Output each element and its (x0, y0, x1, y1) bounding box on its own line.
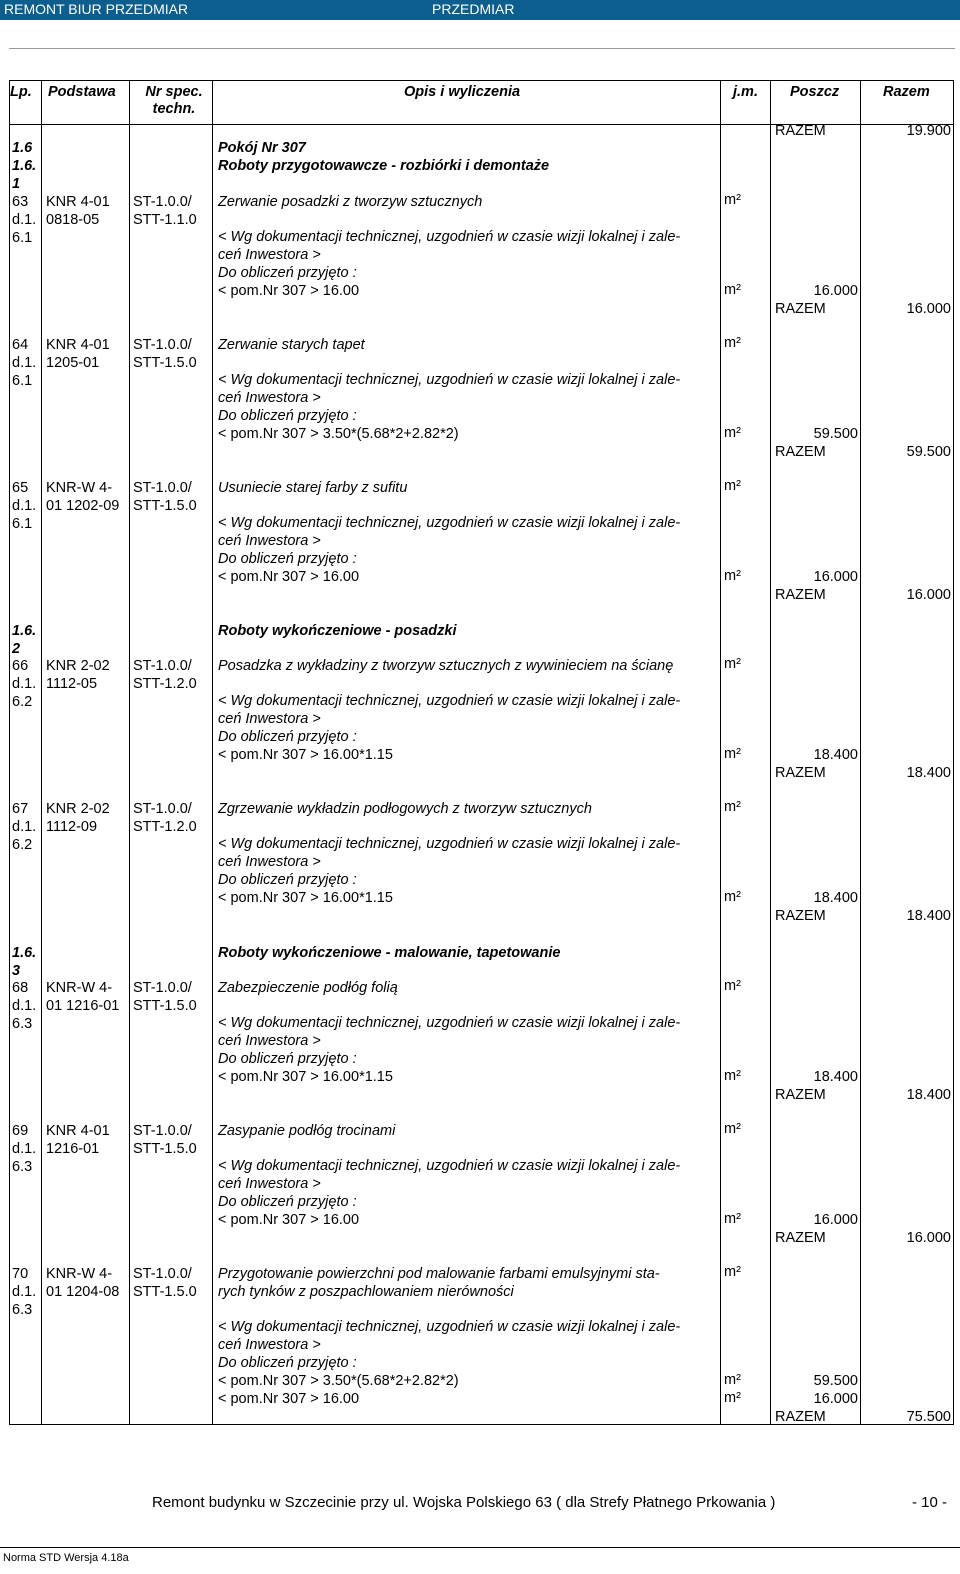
item-reference: ceń Inwestora > (218, 1033, 321, 1049)
header-center-title: PRZEDMIAR (432, 1, 515, 17)
item-podstawa: KNR 2-02 1112-09 (46, 801, 110, 835)
col-divider (41, 80, 42, 1425)
section-lp: 1.6. 2 (12, 623, 37, 657)
col-lp: Lp. (10, 84, 32, 100)
document-header-bar (0, 0, 960, 20)
item-calc-line: < pom.Nr 307 > 16.00 (218, 1212, 360, 1228)
item-description: Zgrzewanie wykładzin podłogowych z tworzyw sztucznych (218, 801, 592, 817)
item-podstawa: KNR 2-02 1112-05 (46, 658, 110, 692)
item-razem-value: 18.400 (906, 1087, 951, 1103)
item-razem-value: 18.400 (906, 765, 951, 781)
item-razem-value: 75.500 (906, 1409, 951, 1425)
item-lp: 70 d.1. 6.3 (12, 1266, 37, 1318)
item-calc-unit: m² (724, 1211, 741, 1227)
item-reference: ceń Inwestora > (218, 1176, 321, 1192)
item-unit: m² (724, 478, 741, 494)
item-podstawa: KNR-W 4- 01 1204-08 (46, 1266, 120, 1300)
item-reference: ceń Inwestora > (218, 247, 321, 263)
item-reference: < Wg dokumentacji technicznej, uzgodnień w czasie wizji lokalnej i zale- (218, 372, 681, 388)
col-divider (860, 80, 861, 1425)
item-calc-unit: m² (724, 889, 741, 905)
item-razem-value: 16.000 (906, 587, 951, 603)
item-razem-label: RAZEM (775, 444, 826, 460)
item-spec: ST-1.0.0/ STT-1.5.0 (133, 480, 197, 514)
item-poszcz: 18.400 (813, 1069, 858, 1085)
item-reference: ceń Inwestora > (218, 854, 321, 870)
item-razem-value: 16.000 (906, 301, 951, 317)
item-calc-line: < pom.Nr 307 > 16.00*1.15 (218, 890, 393, 906)
col-divider (212, 80, 213, 1425)
item-razem-label: RAZEM (775, 908, 826, 924)
item-razem-label: RAZEM (775, 587, 826, 603)
section-title: Roboty wykończeniowe - malowanie, tapetowanie (218, 945, 561, 961)
item-lp: 65 d.1. 6.1 (12, 480, 37, 532)
item-podstawa: KNR 4-01 1205-01 (46, 337, 110, 371)
item-calc-label: Do obliczeń przyjęto : (218, 265, 357, 281)
item-razem-label: RAZEM (775, 1230, 826, 1246)
item-calc-label: Do obliczeń przyjęto : (218, 551, 357, 567)
item-razem-value: 59.500 (906, 444, 951, 460)
item-podstawa: KNR 4-01 1216-01 (46, 1123, 110, 1157)
item-lp: 66 d.1. 6.2 (12, 658, 37, 710)
item-razem-label: RAZEM (775, 301, 826, 317)
item-reference: ceń Inwestora > (218, 390, 321, 406)
page-number: - 10 - (912, 1494, 948, 1511)
item-spec: ST-1.0.0/ STT-1.5.0 (133, 337, 197, 371)
item-calc-unit: m² (724, 1068, 741, 1084)
item-spec: ST-1.0.0/ STT-1.2.0 (133, 801, 197, 835)
col-razem: Razem (883, 84, 930, 100)
section-title: Roboty wykończeniowe - posadzki (218, 623, 457, 639)
item-description: Przygotowanie powierzchni pod malowanie farbami emulsyjnymi sta- rych tynków z poszpachlowaniem nierówności (218, 1266, 660, 1300)
item-reference: < Wg dokumentacji technicznej, uzgodnień w czasie wizji lokalnej i zale- (218, 1158, 681, 1174)
section-title: Pokój Nr 307 (218, 140, 306, 156)
item-calc-line: < pom.Nr 307 > 3.50*(5.68*2+2.82*2) (218, 426, 459, 442)
item-unit: m² (724, 656, 741, 672)
item-reference: ceń Inwestora > (218, 1337, 321, 1353)
footer-text: Remont budynku w Szczecinie przy ul. Wojska Polskiego 63 ( dla Strefy Płatnego Prkowania ) (152, 1494, 776, 1511)
col-divider (129, 80, 130, 1425)
item-unit: m² (724, 799, 741, 815)
item-reference: ceń Inwestora > (218, 533, 321, 549)
item-lp: 69 d.1. 6.3 (12, 1123, 37, 1175)
item-calc-line: < pom.Nr 307 > 16.00 (218, 283, 360, 299)
item-calc-line: < pom.Nr 307 > 16.00*1.15 (218, 1069, 393, 1085)
item-lp: 68 d.1. 6.3 (12, 980, 37, 1032)
section-title: Roboty przygotowawcze - rozbiórki i demontaże (218, 158, 550, 174)
item-calc-line: < pom.Nr 307 > 16.00 (218, 569, 360, 585)
col-divider (953, 80, 954, 1425)
item-spec: ST-1.0.0/ STT-1.1.0 (133, 194, 197, 228)
item-podstawa: KNR-W 4- 01 1216-01 (46, 980, 120, 1014)
col-poszcz: Poszcz (790, 84, 840, 100)
col-jm: j.m. (733, 84, 758, 100)
item-description: Zasypanie podłóg trocinami (218, 1123, 396, 1139)
item-reference: < Wg dokumentacji technicznej, uzgodnień w czasie wizji lokalnej i zale- (218, 1015, 681, 1031)
item-lp: 67 d.1. 6.2 (12, 801, 37, 853)
item-calc-label: Do obliczeń przyjęto : (218, 872, 357, 888)
item-razem-label: RAZEM (775, 765, 826, 781)
item-calc-unit: m² (724, 425, 741, 441)
item-reference: < Wg dokumentacji technicznej, uzgodnień w czasie wizji lokalnej i zale- (218, 1319, 681, 1335)
item-description: Usuniecie starej farby z sufitu (218, 480, 408, 496)
item-podstawa: KNR 4-01 0818-05 (46, 194, 110, 228)
col-podstawa: Podstawa (48, 84, 116, 100)
item-description: Zerwanie posadzki z tworzyw sztucznych (218, 194, 483, 210)
item-calc-label: Do obliczeń przyjęto : (218, 408, 357, 424)
item-unit: m² (724, 1121, 741, 1137)
item-razem-label: RAZEM (775, 1409, 826, 1425)
item-calc-line: < pom.Nr 307 > 16.00*1.15 (218, 747, 393, 763)
item-calc-label: Do obliczeń przyjęto : (218, 1194, 357, 1210)
item-calc-unit: m² (724, 568, 741, 584)
header-left-title: REMONT BIUR PRZEDMIAR (4, 1, 189, 17)
item-unit: m² (724, 978, 741, 994)
item-reference: < Wg dokumentacji technicznej, uzgodnień w czasie wizji lokalnej i zale- (218, 693, 681, 709)
item-lp: 63 d.1. 6.1 (12, 194, 37, 246)
col-divider (9, 80, 10, 1425)
col-opis: Opis i wyliczenia (404, 84, 521, 100)
item-calc-label: Do obliczeń przyjęto : (218, 729, 357, 745)
item-description: Posadzka z wykładziny z tworzyw sztucznych z wywinieciem na ścianę (218, 658, 674, 674)
col-divider (720, 80, 721, 1425)
item-razem-value: 16.000 (906, 1230, 951, 1246)
section-lp: 1.6. 3 (12, 945, 37, 979)
item-lp: 64 d.1. 6.1 (12, 337, 37, 389)
razem-label: RAZEM (775, 123, 826, 139)
item-poszcz: 59.500 (813, 426, 858, 442)
item-description: Zabezpieczenie podłóg folią (218, 980, 398, 996)
section-lp: 1.6. 1 (12, 158, 37, 192)
item-reference: < Wg dokumentacji technicznej, uzgodnień w czasie wizji lokalnej i zale- (218, 515, 681, 531)
item-calc-unit: m² (724, 282, 741, 298)
item-poszcz: 16.000 (813, 1212, 858, 1228)
item-description: Zerwanie starych tapet (218, 337, 365, 353)
item-reference: < Wg dokumentacji technicznej, uzgodnień w czasie wizji lokalnej i zale- (218, 229, 681, 245)
item-calc-unit: m² (724, 1372, 741, 1388)
norma-version: Norma STD Wersja 4.18a (3, 1552, 129, 1564)
item-calc-line: < pom.Nr 307 > 16.00 (218, 1391, 360, 1407)
col-nr-spec: Nr spec. techn. (145, 84, 203, 117)
item-calc-unit: m² (724, 746, 741, 762)
item-unit: m² (724, 1264, 741, 1280)
item-poszcz: 16.000 (813, 1391, 858, 1407)
item-calc-line: < pom.Nr 307 > 3.50*(5.68*2+2.82*2) (218, 1373, 459, 1389)
item-poszcz: 18.400 (813, 747, 858, 763)
item-calc-label: Do obliczeń przyjęto : (218, 1051, 357, 1067)
section-lp: 1.6 (12, 140, 33, 156)
footer-divider (0, 1547, 960, 1548)
item-razem-label: RAZEM (775, 1087, 826, 1103)
item-spec: ST-1.0.0/ STT-1.5.0 (133, 980, 197, 1014)
item-unit: m² (724, 192, 741, 208)
item-poszcz: 16.000 (813, 569, 858, 585)
item-podstawa: KNR-W 4- 01 1202-09 (46, 480, 120, 514)
item-spec: ST-1.0.0/ STT-1.5.0 (133, 1123, 197, 1157)
item-reference: < Wg dokumentacji technicznej, uzgodnień w czasie wizji lokalnej i zale- (218, 836, 681, 852)
item-poszcz: 18.400 (813, 890, 858, 906)
item-spec: ST-1.0.0/ STT-1.5.0 (133, 1266, 197, 1300)
item-unit: m² (724, 335, 741, 351)
item-razem-value: 18.400 (906, 908, 951, 924)
item-poszcz: 16.000 (813, 283, 858, 299)
item-calc-unit: m² (724, 1390, 741, 1406)
razem-value: 19.900 (906, 123, 951, 139)
item-calc-label: Do obliczeń przyjęto : (218, 1355, 357, 1371)
item-reference: ceń Inwestora > (218, 711, 321, 727)
item-spec: ST-1.0.0/ STT-1.2.0 (133, 658, 197, 692)
item-poszcz: 59.500 (813, 1373, 858, 1389)
